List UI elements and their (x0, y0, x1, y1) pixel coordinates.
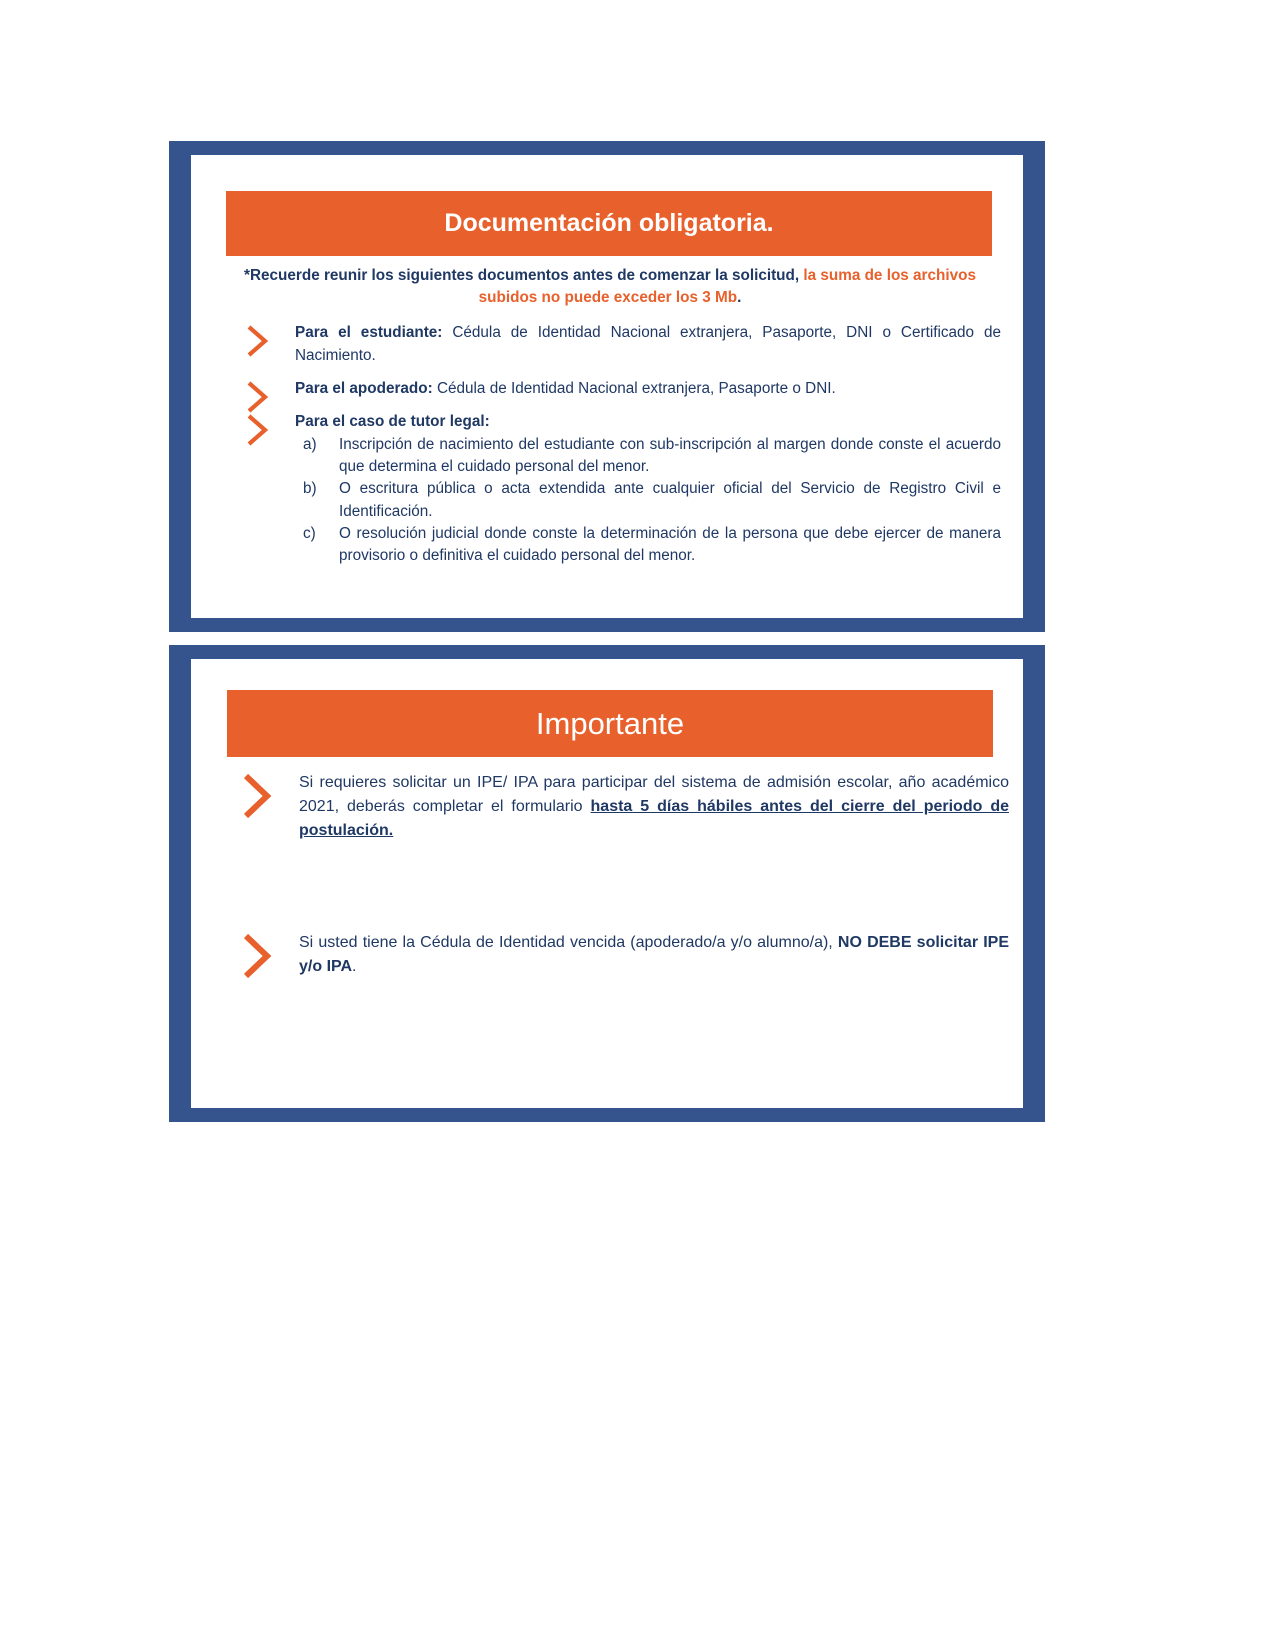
bullet-label-apoderado: Para el apoderado: (295, 379, 433, 397)
importante-text-cedula-tail: . (352, 958, 357, 975)
bullet-row-apoderado (219, 378, 1001, 400)
importante-text-cedula (299, 931, 1009, 979)
bullet-text-apoderado (295, 378, 1001, 400)
importante-body (219, 771, 1009, 1067)
bullet-text-estudiante (295, 322, 1001, 366)
tutor-legal-sub-list (295, 434, 1001, 567)
intro-text-plain: *Recuerde reunir los siguientes documentos antes de comenzar la solicitud, (244, 267, 804, 284)
chevron-right-icon (245, 380, 271, 414)
bullet-label-estudiante: Para el estudiante: (295, 324, 443, 342)
sub-list-item-a (295, 434, 1001, 478)
sub-list-text-b: O escritura pública o acta extendida ante cualquier oficial del Servicio de Registro Civil e Identificación. (339, 480, 1001, 520)
sub-list-marker-a: a) (303, 436, 317, 454)
bullet-row-tutor-legal (219, 411, 1001, 567)
importante-title-bar: Importante (227, 690, 993, 757)
bullet-label-tutor-legal: Para el caso de tutor legal: (295, 412, 490, 430)
importante-text-plazo-lead: Si requieres solicitar un IPE/ IPA para participar del sistema de admisión escolar, año académico 2021, deberás completar el formulario (299, 774, 1009, 815)
sub-list-text-a: Inscripción de nacimiento del estudiante con sub-inscripción al margen donde conste el acuerdo que determina el cuidado personal del menor. (339, 436, 1001, 476)
chevron-right-icon (245, 324, 271, 358)
importante-item-cedula (219, 931, 1009, 979)
intro-text-highlight: la suma de los archivos subidos no puede exceder los 3 Mb (478, 267, 976, 306)
documentacion-panel-inner (191, 155, 1023, 618)
importante-text-cedula-lead: Si usted tiene la Cédula de Identidad vencida (apoderado/a y/o alumno/a), (299, 934, 838, 951)
documentacion-title-bar: Documentación obligatoria. (226, 191, 992, 256)
sub-list-item-c (295, 523, 1001, 567)
importante-text-cedula-emphasis: NO DEBE solicitar IPE y/o IPA (299, 934, 1009, 975)
documentacion-intro (219, 265, 1001, 308)
bullet-text-tutor-legal (295, 411, 1001, 433)
sub-list-marker-b: b) (303, 480, 317, 498)
bullet-body-estudiante: Cédula de Identidad Nacional extranjera, Pasaporte, DNI o Certificado de Nacimiento. (295, 324, 1001, 364)
chevron-right-icon (245, 413, 271, 447)
sub-list-marker-c: c) (303, 524, 316, 542)
sub-list-text-c: O resolución judicial donde conste la determinación de la persona que debe ejercer de manera provisorio o definitiva el cuidado personal del menor. (339, 524, 1001, 564)
importante-text-plazo (299, 771, 1009, 843)
chevron-right-icon (241, 773, 275, 819)
importante-panel-inner (191, 659, 1023, 1108)
documentacion-body (219, 265, 1001, 578)
importante-panel (169, 645, 1045, 1122)
bullet-row-estudiante (219, 322, 1001, 366)
intro-text-period: . (737, 288, 742, 306)
documentacion-panel (169, 141, 1045, 632)
sub-list-item-b (295, 478, 1001, 522)
bullet-body-apoderado: Cédula de Identidad Nacional extranjera, Pasaporte o DNI. (432, 379, 836, 397)
chevron-right-icon (241, 933, 275, 979)
importante-text-plazo-emphasis: hasta 5 días hábiles antes del cierre del periodo de postulación. (299, 798, 1010, 839)
importante-item-plazo (219, 771, 1009, 843)
